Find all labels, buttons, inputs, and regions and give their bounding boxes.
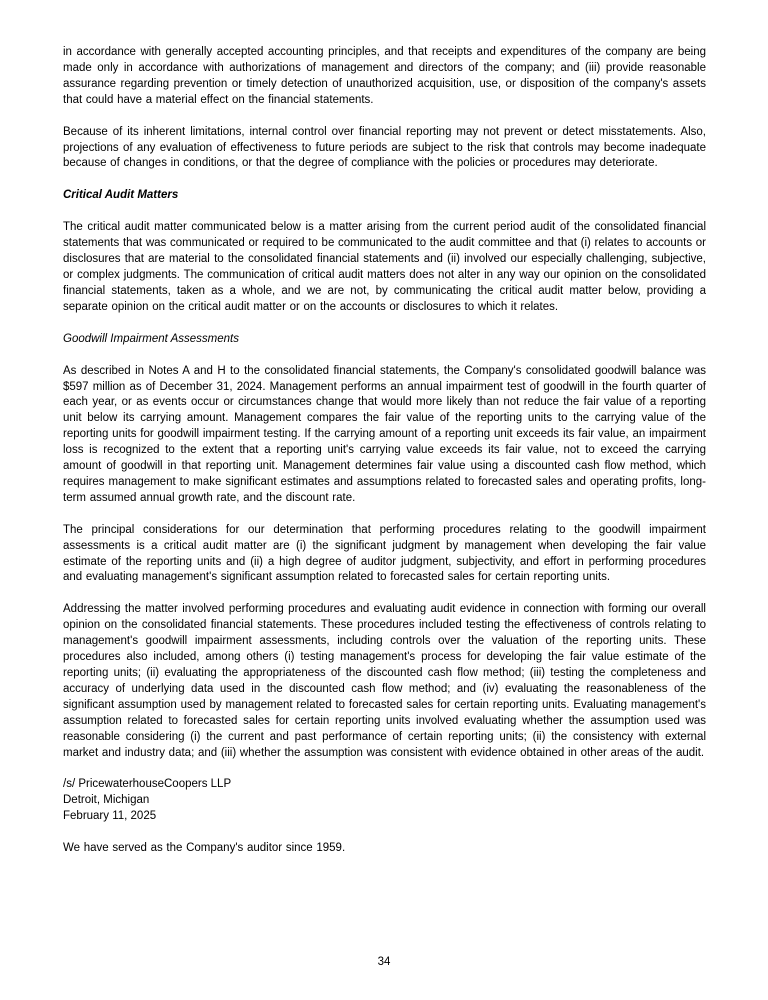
page-number: 34 — [377, 956, 391, 968]
auditor-tenure-statement: We have served as the Company's auditor since 1959. — [63, 842, 346, 855]
signature-date: February 11, 2025 — [63, 810, 157, 823]
paragraph-goodwill-description: As described in Notes A and H to the consolidated financial statements, the Company's consolidated goodwill balance was $597 million as of December 31, 2024. Management performs an annual impairment test of goodwill in the fourth quarter of each year, or as events occur or circumstances change that would more likely than not reduce the fair value of a reporting unit below its carrying amount. Management compares the fair value of the reporting units to the carrying value of the reporting units for goodwill impairment testing. If the carrying amount of a reporting unit exceeds its fair value, an impairment loss is recognized to the extent that a reporting unit's carrying value exceeds its fair value, not to exceed the carrying amount of goodwill in that reporting unit. Management determines fair value using a discounted cash flow method, which requires management to make significant estimates and assumptions related to forecasted sales and operating profits, long-term assumed annual growth rate, and the discount rate. — [63, 364, 706, 504]
document-body — [63, 45, 706, 857]
signature-block — [63, 777, 706, 825]
paragraph-continuation: in accordance with generally accepted accounting principles, and that receipts and expenditures of the company are being made only in accordance with authorizations of management and directors of the company; and (iii) provide reasonable assurance regarding prevention or timely detection of unauthorized acquisition, use, or disposition of the company's assets that could have a material effect on the financial statements. — [63, 46, 706, 106]
signature-signer: /s/ PricewaterhouseCoopers LLP — [63, 778, 232, 791]
paragraph-addressing-matter: Addressing the matter involved performing procedures and evaluating audit evidence in connection with forming our overall opinion on the consolidated financial statements. These procedures included testing the effectiveness of controls relating to management's goodwill impairment assessments, including controls over the valuation of the reporting units. These procedures also included, among others (i) testing management's process for developing the fair value estimate of the reporting units; (ii) evaluating the appropriateness of the discounted cash flow method; (iii) testing the completeness and accuracy of underlying data used in the discounted cash flow method; and (iv) evaluating the reasonableness of the significant assumption used by management related to forecasted sales for certain reporting units. Evaluating management's assumption related to forecasted sales for certain reporting units involved evaluating whether the assumption used was reasonable considering (i) the current and past performance of certain reporting units; (ii) the consistency with external market and industry data; and (iii) whether the assumption was consistent with evidence obtained in other areas of the audit. — [63, 603, 706, 759]
paragraph-inherent-limitations: Because of its inherent limitations, internal control over financial reporting may not prevent or detect misstatements. Also, projections of any evaluation of effectiveness to future periods are subject to the risk that controls may become inadequate because of changes in conditions, or that the degree of compliance with the policies or procedures may deteriorate. — [63, 125, 706, 170]
paragraph-principal-considerations: The principal considerations for our determination that performing procedures relating to the goodwill impairment assessments is a critical audit matter are (i) the significant judgment by management when developing the fair value estimate of the reporting units and (ii) a high degree of auditor judgment, subjectivity, and effort in performing procedures and evaluating management's significant assumption related to forecasted sales for certain reporting units. — [63, 523, 706, 584]
signature-location: Detroit, Michigan — [63, 794, 150, 807]
paragraph-cam-intro: The critical audit matter communicated below is a matter arising from the current period audit of the consolidated financial statements that was communicated or required to be communicated to the audit committee and that (i) relates to accounts or disclosures that are material to the consolidated financial statements and (ii) involved our especially challenging, subjective, or complex judgments. The communication of critical audit matters does not alter in any way our opinion on the consolidated financial statements, taken as a whole, and we are not, by communicating the critical audit matter below, providing a separate opinion on the critical audit matter or on the accounts or disclosures to which it relates. — [63, 221, 706, 313]
heading-critical-audit-matters: Critical Audit Matters — [63, 189, 179, 202]
heading-goodwill-impairment: Goodwill Impairment Assessments — [63, 332, 239, 345]
